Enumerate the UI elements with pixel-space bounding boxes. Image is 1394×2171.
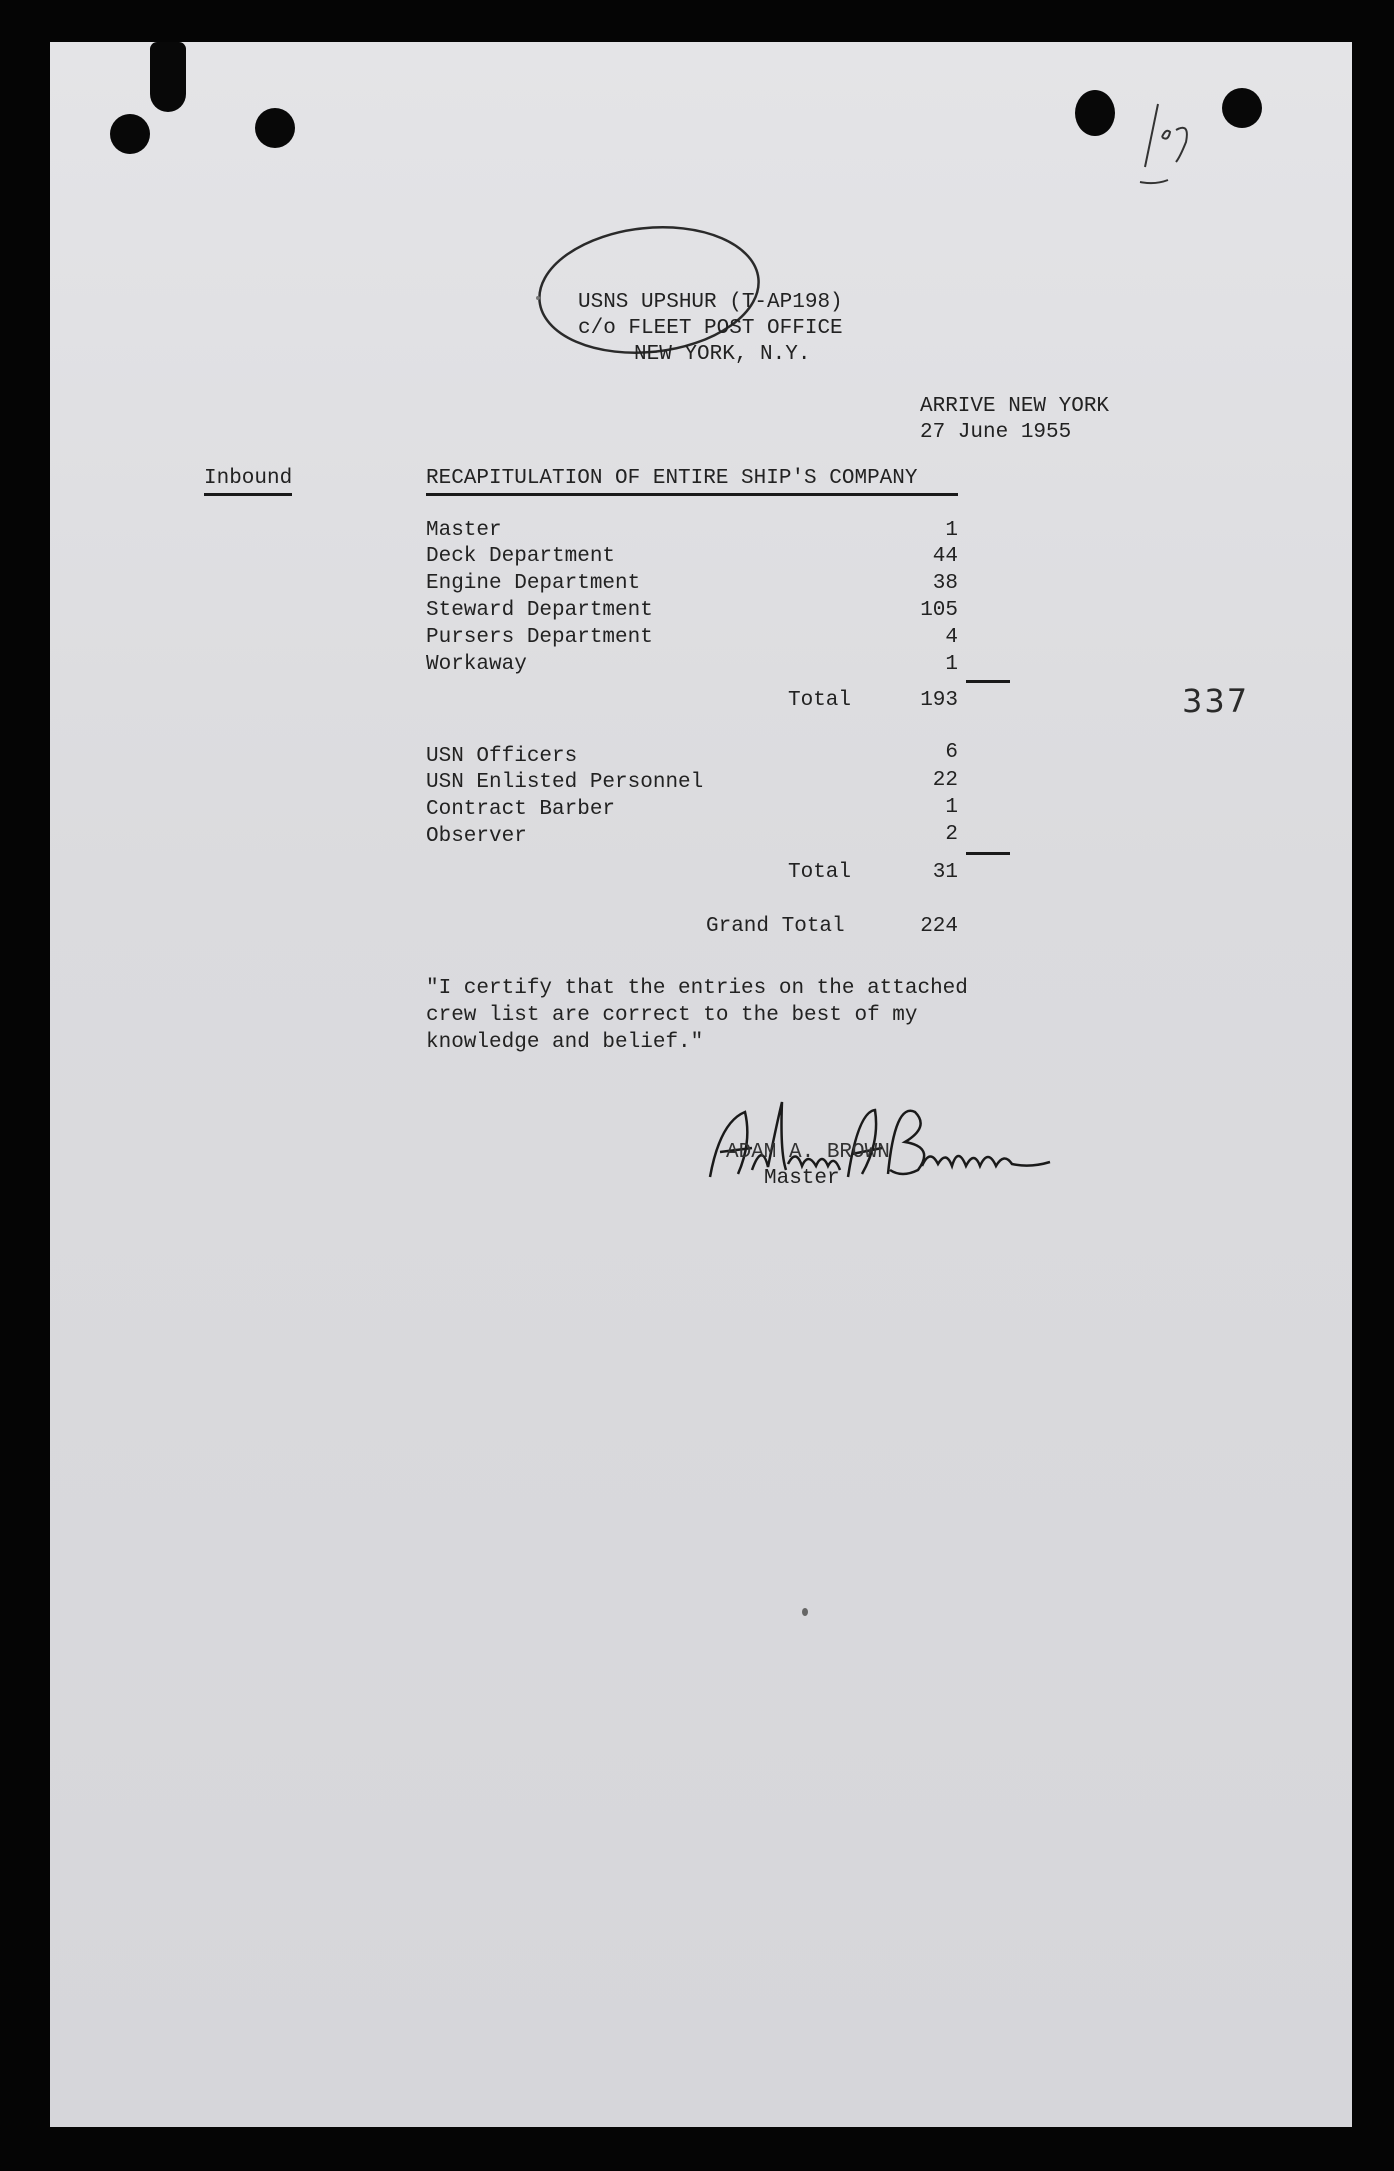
row-count: 1 bbox=[945, 519, 958, 542]
paper-speck bbox=[536, 296, 540, 300]
table-row bbox=[426, 770, 703, 796]
row-count: 6 bbox=[945, 741, 958, 764]
other-total-value: 31 bbox=[932, 861, 958, 884]
table-row bbox=[426, 625, 653, 651]
letterhead-line-1: USNS UPSHUR (T-AP198) bbox=[578, 291, 843, 314]
letterhead-line-3: NEW YORK, N.Y. bbox=[634, 343, 811, 366]
row-count: 105 bbox=[920, 599, 958, 622]
row-label: USN Officers bbox=[426, 745, 578, 768]
certification-line-1: "I certify that the entries on the attached bbox=[426, 977, 968, 1000]
table-row bbox=[426, 598, 653, 624]
row-count: 2 bbox=[945, 823, 958, 846]
table-row bbox=[426, 518, 502, 544]
row-count: 22 bbox=[932, 769, 958, 792]
crew-total-label: Total bbox=[788, 689, 852, 712]
row-label: Deck Department bbox=[426, 545, 616, 568]
certification-line-3: knowledge and belief." bbox=[426, 1031, 704, 1054]
row-label: Pursers Department bbox=[426, 626, 653, 649]
punch-hole-left-2 bbox=[255, 108, 295, 148]
letterhead-line-2: c/o FLEET POST OFFICE bbox=[578, 317, 843, 340]
row-count: 44 bbox=[932, 545, 958, 568]
row-count: 38 bbox=[932, 572, 958, 595]
grand-total-label: Grand Total bbox=[706, 915, 845, 938]
table-row bbox=[426, 797, 615, 823]
certification-line-2: crew list are correct to the best of my bbox=[426, 1004, 918, 1027]
subtotal-rule bbox=[966, 680, 1010, 683]
table-row bbox=[426, 744, 577, 770]
crew-total-value: 193 bbox=[920, 689, 958, 712]
row-label: Observer bbox=[426, 825, 527, 848]
table-row bbox=[426, 652, 527, 678]
grand-total-value: 224 bbox=[920, 915, 958, 938]
signatory-title: Master bbox=[764, 1167, 840, 1190]
corner-handwritten-mark bbox=[1110, 82, 1230, 192]
row-label: Steward Department bbox=[426, 599, 653, 622]
punch-hole-left-tab bbox=[150, 42, 186, 112]
arrival-line-1: ARRIVE NEW YORK bbox=[920, 395, 1110, 418]
table-row bbox=[426, 824, 527, 850]
row-label: Engine Department bbox=[426, 572, 641, 595]
direction-label: Inbound bbox=[204, 466, 292, 496]
punch-hole-right-1 bbox=[1075, 90, 1115, 136]
other-total-label: Total bbox=[788, 861, 852, 884]
subtotal-rule bbox=[966, 852, 1010, 855]
row-count: 1 bbox=[945, 653, 958, 676]
row-label: Workaway bbox=[426, 653, 527, 676]
row-label: Master bbox=[426, 519, 502, 542]
table-row bbox=[426, 544, 615, 570]
table-row bbox=[426, 571, 640, 597]
row-count: 4 bbox=[945, 626, 958, 649]
recap-heading: RECAPITULATION OF ENTIRE SHIP'S COMPANY bbox=[426, 466, 958, 496]
document-page bbox=[50, 42, 1352, 2127]
typed-signatory-name: ADAM A. BROWN bbox=[726, 1141, 890, 1164]
arrival-line-2: 27 June 1955 bbox=[920, 421, 1072, 444]
row-label: USN Enlisted Personnel bbox=[426, 771, 704, 794]
row-count: 1 bbox=[945, 796, 958, 819]
paper-speck bbox=[802, 1608, 808, 1616]
punch-hole-left-1 bbox=[110, 114, 150, 154]
row-label: Contract Barber bbox=[426, 798, 616, 821]
side-note: 337 bbox=[1182, 682, 1250, 720]
